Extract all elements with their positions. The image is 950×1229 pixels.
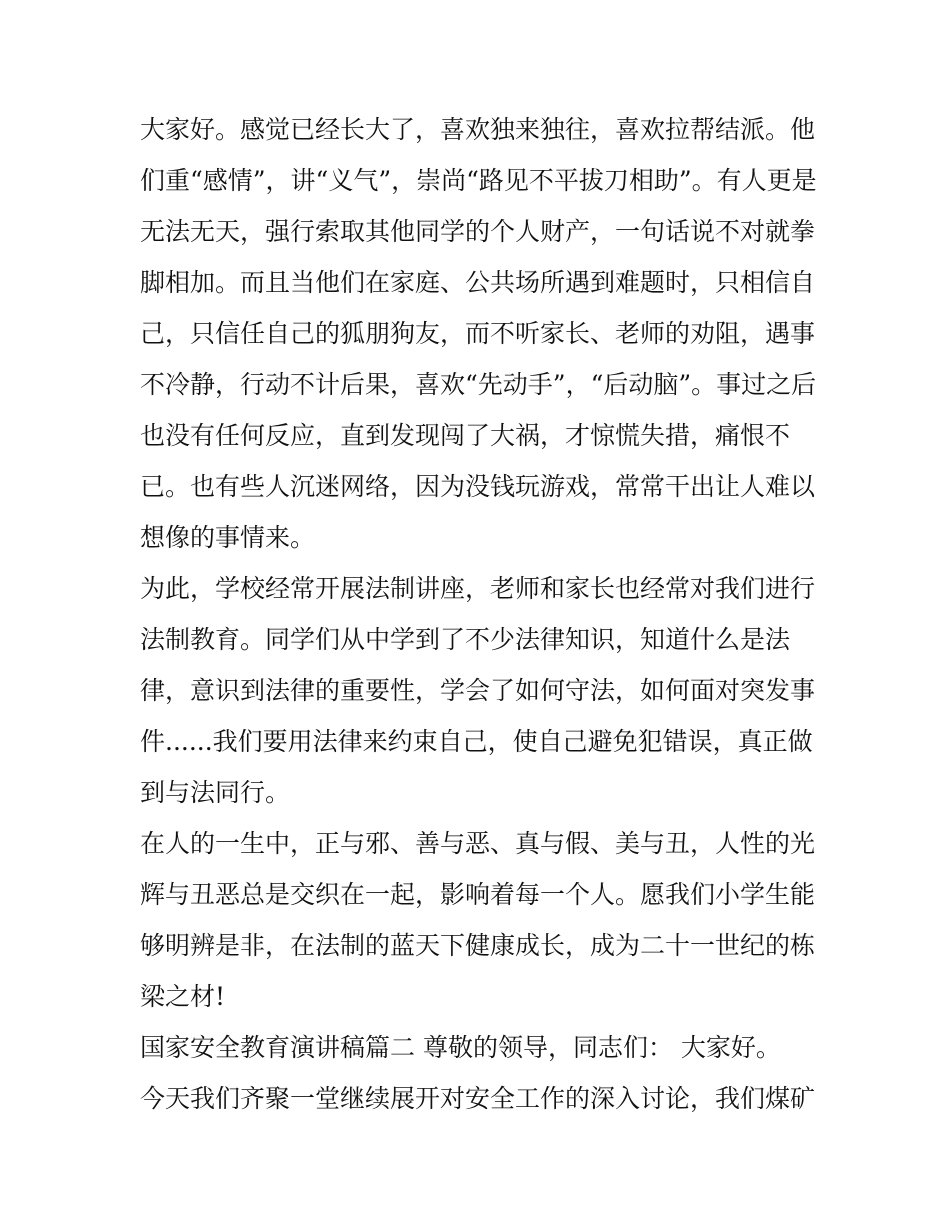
text-line: 己，只信任自己的狐朋狗友，而不听家长、老师的劝阻，遇事	[140, 319, 816, 348]
text-line: 在人的一生中，正与邪、善与恶、真与假、美与丑，人性的光	[140, 829, 816, 858]
text-line: 为此，学校经常开展法制讲座，老师和家长也经常对我们进行	[140, 574, 816, 603]
text-line: 也没有任何反应，直到发现闯了大祸，才惊慌失措，痛恨不	[140, 421, 791, 450]
text-line: 已。也有些人沉迷网络，因为没钱玩游戏，常常干出让人难以	[140, 472, 816, 501]
text-line: 大家好。感觉已经长大了，喜欢独来独往，喜欢拉帮结派。他	[140, 115, 816, 144]
text-line: 们重“感情”，讲“义气”，崇尚“路见不平拔刀相助”。有人更是	[140, 166, 817, 195]
text-line: 脚相加。而且当他们在家庭、公共场所遇到难题时，只相信自	[140, 268, 816, 297]
text-line: 到与法同行。	[140, 778, 291, 807]
document-body	[140, 104, 820, 1124]
text-line: 梁之材!	[140, 982, 226, 1011]
text-line: 法制教育。同学们从中学到了不少法律知识，知道什么是法	[140, 625, 791, 654]
text-line: 律，意识到法律的重要性，学会了如何守法，如何面对突发事	[140, 676, 816, 705]
text-line: 够明辨是非，在法制的蓝天下健康成长，成为二十一世纪的栋	[140, 931, 816, 960]
text-line: 辉与丑恶总是交织在一起，影响着每一个人。愿我们小学生能	[140, 880, 816, 909]
text-line: 件......我们要用法律来约束自己，使自己避免犯错误，真正做	[140, 727, 813, 756]
text-line: 不冷静，行动不计后果，喜欢“先动手”，“后动脑”。事过之后	[140, 370, 817, 399]
text-line: 今天我们齐聚一堂继续展开对安全工作的深入讨论，我们煤矿	[140, 1084, 816, 1113]
text-line: 想像的事情来。	[140, 523, 316, 552]
section-heading-line: 国家安全教育演讲稿篇二 尊敬的领导，同志们： 大家好。	[140, 1033, 781, 1062]
text-line: 无法无天，强行索取其他同学的个人财产，一句话说不对就拳	[140, 217, 816, 246]
